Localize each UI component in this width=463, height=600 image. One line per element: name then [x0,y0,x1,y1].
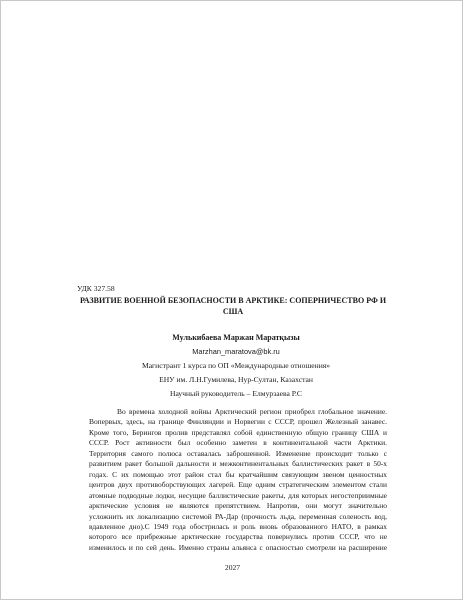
body-text [89,407,387,553]
author-name: Мулькибаева Маржан Маратқызы [172,333,300,342]
author-email: Marzhan_maratova@bk.ru [192,347,280,356]
page-number: 2027 [224,563,241,572]
author-affiliation: ЕНУ им. Л.Н.Гумилева, Нур-Султан, Казахстан [159,375,313,384]
author-supervisor: Научный руководитель – Елмурзаева Р.С [169,389,303,398]
author-position: Магистрант 1 курса по ОП «Международные отношения» [141,361,331,370]
article-title: РАЗВИТИЕ ВОЕННОЙ БЕЗОПАСНОСТИ В АРКТИКЕ: СОПЕРНИЧЕСТВО РФ И США [79,296,387,316]
body-paragraph: Во времена холодной войны Арктический регион приобрел глобальное значение. Вопервых, здесь, на границе Финляндии и Норвегии с СССР, прошел Железный занавес. Кроме того, Берингов пролив представлял собой единственную общую границу США и СССР. Рост активности был особенно заметен в континентальной части Арктики. Территория самого полюса оставалась заброшенной. Изменение происходит только с развитием ракет большой дальности и межконтинентальных баллистических ракет в 50-х годах. С их помощью этот район стал бы кратчайшим связующим звеном ценностных центров двух противоборствующих лагерей. Еще одним стратегическим элементом стали атомные подводные лодки, несущие баллистические ракеты, для которых негостеприимные арктические условия не являются препятствием. Напротив, они могут значительно усложнить их локализацию системой РА-Дар (прочность льда, переменная соленость вод, вдавленное дно).С 1949 года обострилась и роль вновь образованного НАТО, в рамках которого все прибрежные арктические государства повернулись против СССР, что не изменилось и по сей день. Именно страны альянса с опасностью смотрели на расширение [89,407,387,552]
udc-code: УДК 327.58 [77,284,115,293]
author-block [101,331,371,401]
